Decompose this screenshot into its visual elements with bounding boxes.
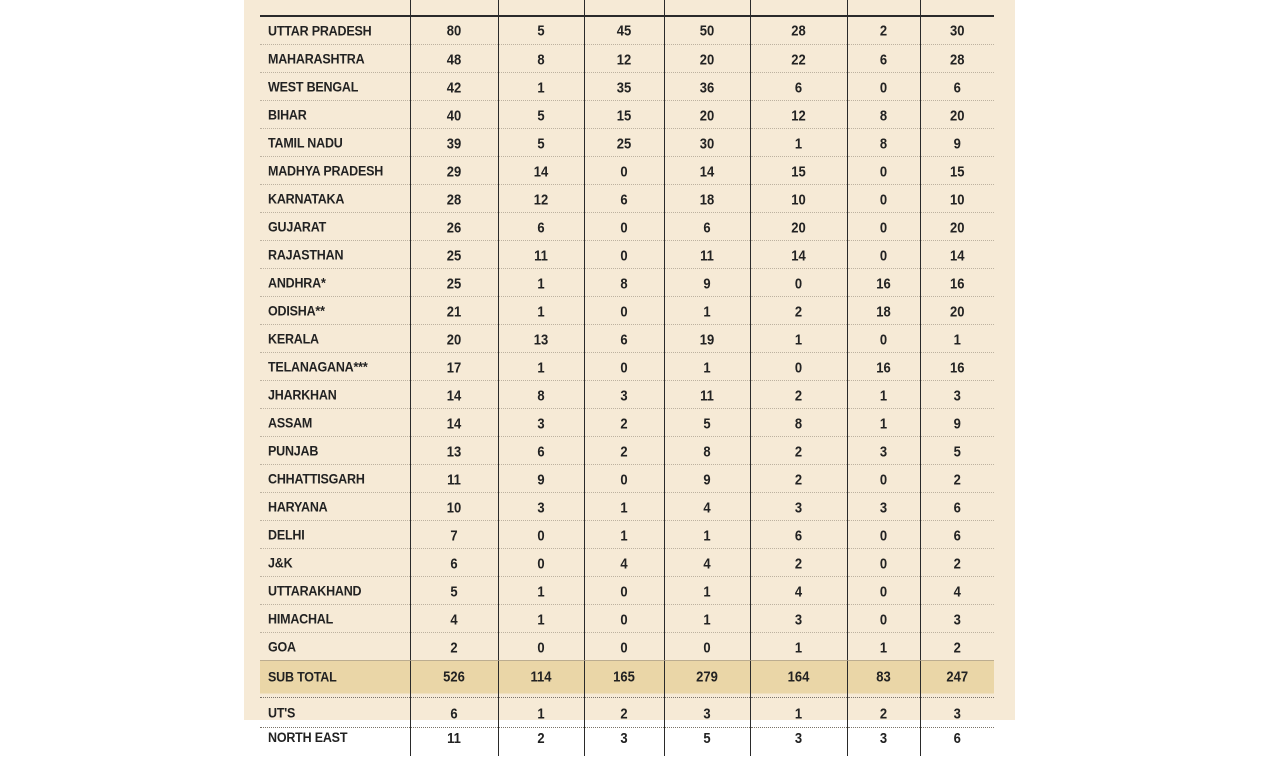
table-row — [260, 549, 994, 577]
table-row — [260, 465, 994, 493]
seat-count-cell: 8 — [498, 43, 584, 74]
seat-count-cell: 1 — [847, 631, 920, 662]
seat-count-cell: 2 — [750, 435, 847, 466]
seat-count-cell: 25 — [410, 239, 498, 270]
seat-count-cell: 6 — [920, 71, 994, 102]
seat-count-cell: 9 — [920, 407, 994, 438]
seat-count-cell: 6 — [750, 71, 847, 102]
seat-count-cell: 8 — [847, 99, 920, 130]
state-name: CHHATTISGARH — [260, 463, 410, 494]
state-name: UTTARAKHAND — [260, 575, 410, 606]
seat-count-cell: 6 — [847, 43, 920, 74]
state-name: HIMACHAL — [260, 603, 410, 634]
seat-count-cell: 0 — [584, 463, 664, 494]
seat-count-cell: 25 — [584, 127, 664, 158]
state-name: PUNJAB — [260, 435, 410, 466]
seat-count-cell: 18 — [847, 295, 920, 326]
table-row — [260, 129, 994, 157]
seat-count-cell: 20 — [750, 211, 847, 242]
seat-count-cell: 3 — [847, 491, 920, 522]
uts-row — [260, 698, 994, 728]
seat-count-cell: 2 — [584, 435, 664, 466]
seat-count-cell: 1 — [664, 351, 750, 382]
seat-count-cell: 1 — [498, 351, 584, 382]
seat-count-cell: 6 — [584, 183, 664, 214]
state-name: JHARKHAN — [260, 379, 410, 410]
seat-count-cell: 0 — [584, 351, 664, 382]
seat-count-cell: 14 — [750, 239, 847, 270]
seat-count-cell: 8 — [750, 407, 847, 438]
seat-count-cell: 6 — [750, 519, 847, 550]
seat-count-cell: 17 — [410, 351, 498, 382]
seat-count-cell: 3 — [750, 491, 847, 522]
seat-count-cell: 0 — [584, 603, 664, 634]
seat-count-cell: 8 — [584, 267, 664, 298]
seat-count-cell: 2 — [920, 631, 994, 662]
table-row — [260, 157, 994, 185]
seat-count-cell: 7 — [410, 519, 498, 550]
state-name: MADHYA PRADESH — [260, 155, 410, 186]
seat-count-cell: 20 — [410, 323, 498, 354]
seat-count-cell: 28 — [410, 183, 498, 214]
seat-count-cell: 1 — [664, 519, 750, 550]
seat-count-cell: 5 — [498, 127, 584, 158]
seat-count-cell: 12 — [750, 99, 847, 130]
seat-count-cell: 80 — [410, 15, 498, 46]
seat-count-cell: 6 — [498, 435, 584, 466]
seat-count-cell: 0 — [584, 155, 664, 186]
seat-count-cell: 12 — [584, 43, 664, 74]
seat-count-cell: 12 — [498, 183, 584, 214]
seat-count-cell: 8 — [847, 127, 920, 158]
state-name: TELANAGANA*** — [260, 351, 410, 382]
seat-count-cell: 6 — [920, 491, 994, 522]
table-row — [260, 213, 994, 241]
seat-count-cell: 16 — [920, 267, 994, 298]
seat-count-cell: 8 — [498, 379, 584, 410]
seat-count-cell: 1 — [498, 696, 584, 729]
seat-count-cell: 164 — [750, 659, 847, 693]
seat-count-cell: 28 — [920, 43, 994, 74]
seat-count-cell: 9 — [664, 463, 750, 494]
seat-count-cell: 29 — [410, 155, 498, 186]
seat-count-cell: 165 — [584, 659, 664, 693]
seat-count-cell: 0 — [847, 155, 920, 186]
seat-count-cell: 0 — [847, 211, 920, 242]
state-name: GOA — [260, 631, 410, 662]
seat-count-cell: 1 — [750, 323, 847, 354]
seat-count-cell: 6 — [664, 211, 750, 242]
seat-count-cell: 14 — [498, 155, 584, 186]
seat-count-cell: 4 — [750, 575, 847, 606]
seat-count-cell: 1 — [584, 491, 664, 522]
state-name: UTTAR PRADESH — [260, 15, 410, 46]
table-row — [260, 297, 994, 325]
north-east-row — [260, 728, 994, 757]
seat-count-cell: 0 — [847, 519, 920, 550]
seat-count-cell: 1 — [664, 575, 750, 606]
seat-count-cell: 50 — [664, 15, 750, 46]
seat-count-cell: 5 — [664, 407, 750, 438]
seat-count-cell: 0 — [584, 239, 664, 270]
seat-count-cell: 0 — [750, 267, 847, 298]
seat-count-cell: 14 — [920, 239, 994, 270]
seat-count-cell: 2 — [750, 295, 847, 326]
seat-count-cell: 0 — [498, 519, 584, 550]
seat-count-cell: 83 — [847, 659, 920, 693]
seat-count-cell: 0 — [584, 211, 664, 242]
seat-count-cell: 20 — [920, 295, 994, 326]
state-name: KERALA — [260, 323, 410, 354]
seat-count-cell: 16 — [920, 351, 994, 382]
seat-count-cell: 4 — [410, 603, 498, 634]
table-row — [260, 269, 994, 297]
seat-count-cell: 11 — [410, 726, 498, 757]
seat-count-cell: 2 — [584, 407, 664, 438]
seat-count-cell: 25 — [410, 267, 498, 298]
seat-count-cell: 1 — [750, 696, 847, 729]
seat-count-cell: 0 — [664, 631, 750, 662]
seat-count-cell: 114 — [498, 659, 584, 693]
seat-count-cell: 1 — [847, 407, 920, 438]
seat-count-cell: 0 — [847, 463, 920, 494]
seat-count-cell: 3 — [920, 603, 994, 634]
seat-count-cell: 0 — [847, 71, 920, 102]
seat-count-cell: 10 — [920, 183, 994, 214]
seat-count-cell: 2 — [410, 631, 498, 662]
seat-count-cell: 0 — [584, 575, 664, 606]
seat-count-cell: 1 — [920, 323, 994, 354]
seat-count-cell: 0 — [847, 575, 920, 606]
seat-count-cell: 0 — [847, 183, 920, 214]
seat-count-cell: 1 — [498, 603, 584, 634]
seat-count-cell: 0 — [847, 603, 920, 634]
seat-count-cell: 4 — [664, 547, 750, 578]
state-name: BIHAR — [260, 99, 410, 130]
seat-count-cell: 13 — [498, 323, 584, 354]
seat-count-cell: 2 — [920, 547, 994, 578]
seat-count-cell: 20 — [664, 99, 750, 130]
seat-count-cell: 0 — [847, 323, 920, 354]
seat-count-cell: 1 — [750, 631, 847, 662]
seat-count-cell: 2 — [750, 379, 847, 410]
seat-count-cell: 3 — [584, 379, 664, 410]
seat-count-cell: 1 — [664, 603, 750, 634]
seat-count-cell: 28 — [750, 15, 847, 46]
state-name: SUB TOTAL — [260, 659, 410, 693]
seat-count-cell: 11 — [664, 379, 750, 410]
state-name: HARYANA — [260, 491, 410, 522]
seat-count-cell: 2 — [750, 547, 847, 578]
state-name: WEST BENGAL — [260, 71, 410, 102]
table-row — [260, 73, 994, 101]
seat-count-cell: 6 — [584, 323, 664, 354]
seat-count-cell: 1 — [498, 575, 584, 606]
seat-count-cell: 1 — [498, 295, 584, 326]
seat-count-cell: 20 — [920, 211, 994, 242]
seat-count-cell: 9 — [664, 267, 750, 298]
state-name: TAMIL NADU — [260, 127, 410, 158]
state-name: UT'S — [260, 696, 410, 729]
state-name: KARNATAKA — [260, 183, 410, 214]
seat-count-cell: 1 — [584, 519, 664, 550]
table-row — [260, 521, 994, 549]
seat-count-cell: 20 — [920, 99, 994, 130]
seat-count-cell: 2 — [498, 726, 584, 757]
seat-count-cell: 18 — [664, 183, 750, 214]
table-row — [260, 325, 994, 353]
table-row — [260, 409, 994, 437]
table-row — [260, 45, 994, 73]
seat-count-cell: 21 — [410, 295, 498, 326]
seat-count-cell: 16 — [847, 351, 920, 382]
seat-count-cell: 22 — [750, 43, 847, 74]
seat-count-cell: 5 — [920, 435, 994, 466]
seat-count-cell: 42 — [410, 71, 498, 102]
seat-count-cell: 4 — [664, 491, 750, 522]
seat-count-cell: 0 — [750, 351, 847, 382]
state-name: ODISHA** — [260, 295, 410, 326]
seat-count-cell: 247 — [920, 659, 994, 693]
seat-count-cell: 1 — [750, 127, 847, 158]
newspaper-clipping — [244, 0, 1015, 746]
seat-count-cell: 1 — [847, 379, 920, 410]
table-row — [260, 16, 994, 45]
seat-count-cell: 3 — [498, 407, 584, 438]
state-name: DELHI — [260, 519, 410, 550]
seat-count-cell: 15 — [750, 155, 847, 186]
seat-count-cell: 8 — [664, 435, 750, 466]
seat-count-cell: 1 — [664, 295, 750, 326]
seat-count-cell: 11 — [498, 239, 584, 270]
table-row — [260, 493, 994, 521]
seat-count-cell: 6 — [920, 726, 994, 757]
seat-count-cell: 2 — [920, 463, 994, 494]
seat-count-cell: 13 — [410, 435, 498, 466]
seat-count-cell: 3 — [750, 603, 847, 634]
seat-count-cell: 45 — [584, 15, 664, 46]
seat-count-cell: 0 — [847, 547, 920, 578]
table-row — [260, 241, 994, 269]
state-name: GUJARAT — [260, 211, 410, 242]
seat-count-cell: 30 — [664, 127, 750, 158]
seat-count-cell: 3 — [847, 726, 920, 757]
seat-count-cell: 10 — [750, 183, 847, 214]
seat-count-cell: 30 — [920, 15, 994, 46]
seat-count-cell: 16 — [847, 267, 920, 298]
seat-count-cell: 2 — [750, 463, 847, 494]
seat-count-cell: 0 — [584, 631, 664, 662]
seat-count-cell: 35 — [584, 71, 664, 102]
seat-count-cell: 26 — [410, 211, 498, 242]
subtotal-row — [260, 661, 994, 692]
state-name: ASSAM — [260, 407, 410, 438]
seat-count-cell: 11 — [410, 463, 498, 494]
seat-count-cell: 0 — [847, 239, 920, 270]
seat-count-cell: 4 — [584, 547, 664, 578]
seat-count-cell: 6 — [410, 547, 498, 578]
state-name: ANDHRA* — [260, 267, 410, 298]
seat-count-cell: 2 — [847, 15, 920, 46]
seat-count-cell: 36 — [664, 71, 750, 102]
seat-count-cell: 14 — [410, 407, 498, 438]
table-row — [260, 437, 994, 465]
seat-count-cell: 3 — [584, 726, 664, 757]
seat-count-cell: 48 — [410, 43, 498, 74]
seat-count-cell: 5 — [498, 15, 584, 46]
table-row — [260, 381, 994, 409]
seat-count-cell: 526 — [410, 659, 498, 693]
seat-count-cell: 6 — [410, 696, 498, 729]
state-name: MAHARASHTRA — [260, 43, 410, 74]
seat-count-cell: 15 — [584, 99, 664, 130]
seat-count-cell: 40 — [410, 99, 498, 130]
seat-count-cell: 3 — [664, 696, 750, 729]
seat-count-cell: 6 — [920, 519, 994, 550]
seat-count-cell: 10 — [410, 491, 498, 522]
seat-count-cell: 5 — [410, 575, 498, 606]
table-row — [260, 633, 994, 661]
table-row — [260, 353, 994, 381]
seat-count-cell: 3 — [498, 491, 584, 522]
table-row — [260, 101, 994, 129]
seat-count-cell: 2 — [584, 696, 664, 729]
seat-count-cell: 14 — [410, 379, 498, 410]
seats-table-body — [260, 0, 994, 756]
seats-table — [260, 0, 994, 756]
seat-count-cell: 1 — [498, 267, 584, 298]
state-name: J&K — [260, 547, 410, 578]
seat-count-cell: 0 — [498, 547, 584, 578]
seat-count-cell: 6 — [498, 211, 584, 242]
state-name: RAJASTHAN — [260, 239, 410, 270]
seat-count-cell: 11 — [664, 239, 750, 270]
seat-count-cell: 39 — [410, 127, 498, 158]
seat-count-cell: 9 — [920, 127, 994, 158]
seat-count-cell: 5 — [664, 726, 750, 757]
seat-count-cell: 3 — [847, 435, 920, 466]
table-row — [260, 577, 994, 605]
seat-count-cell: 0 — [498, 631, 584, 662]
seat-count-cell: 2 — [847, 696, 920, 729]
seat-count-cell: 3 — [920, 696, 994, 729]
seat-count-cell: 19 — [664, 323, 750, 354]
seat-count-cell: 3 — [750, 726, 847, 757]
state-name: NORTH EAST — [268, 728, 348, 745]
table-row — [260, 605, 994, 633]
seat-count-cell: 14 — [664, 155, 750, 186]
seat-count-cell: 20 — [664, 43, 750, 74]
seat-count-cell: 4 — [920, 575, 994, 606]
table-row — [260, 185, 994, 213]
seat-count-cell: 1 — [498, 71, 584, 102]
seat-count-cell: 15 — [920, 155, 994, 186]
seat-count-cell: 9 — [498, 463, 584, 494]
seat-count-cell: 0 — [584, 295, 664, 326]
seat-count-cell: 5 — [498, 99, 584, 130]
seat-count-cell: 3 — [920, 379, 994, 410]
seat-count-cell: 279 — [664, 659, 750, 693]
